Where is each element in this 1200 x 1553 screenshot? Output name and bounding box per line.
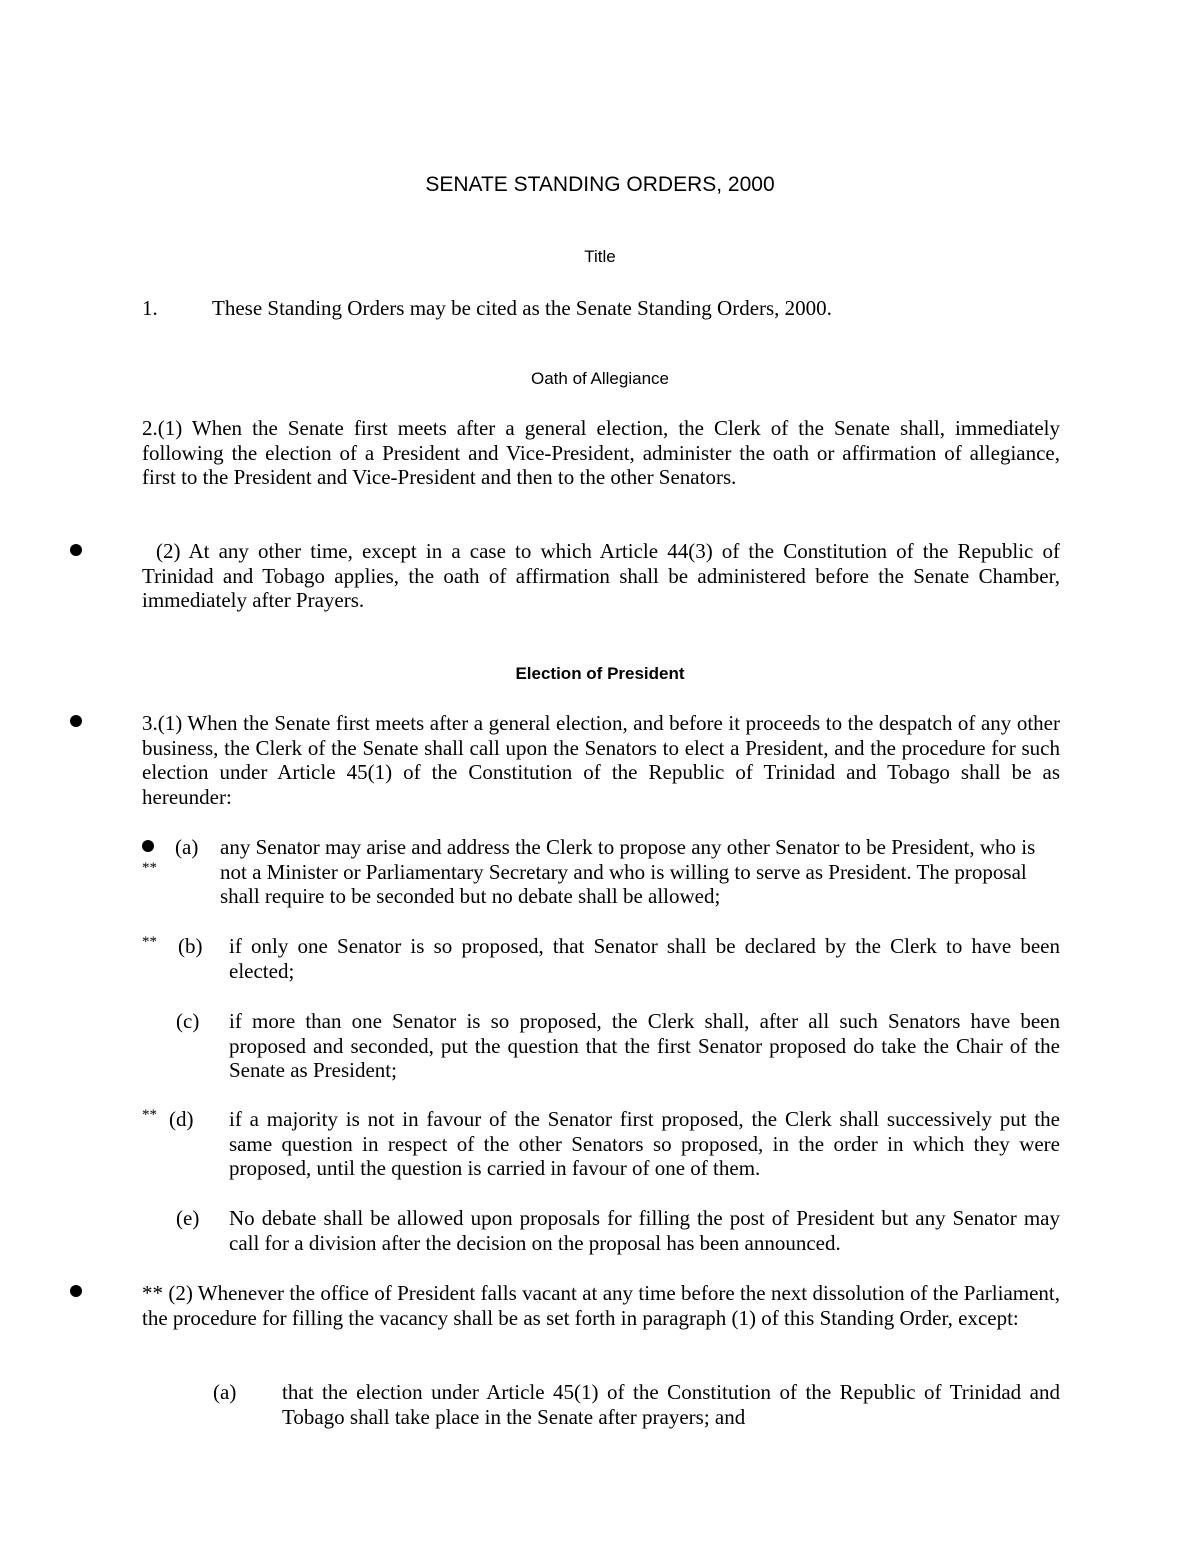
bullet-marker xyxy=(70,1285,82,1297)
item-label-a: (a) xyxy=(175,835,199,859)
bullet-marker xyxy=(142,840,154,852)
sub-item-text-a: that the election under Article 45(1) of the Constitution of the Republic of Trinidad and Tobago shall take place in the Senate after prayers; and xyxy=(282,1380,1060,1429)
item-label-d: (d) xyxy=(169,1107,194,1131)
order-3-paragraph-1: 3.(1) When the Senate first meets after a general election, and before it proceeds to the despatch of any other business, the Clerk of the Senate shall call upon the Senators to elect a President, and the procedure for such election under Article 45(1) of the Constitution of the Republic of Trinidad and Tobago shall be as hereunder: xyxy=(142,711,1060,809)
section-heading-oath: Oath of Allegiance xyxy=(531,369,669,388)
document-title: SENATE STANDING ORDERS, 2000 xyxy=(425,173,775,196)
order-2-paragraph-2: (2) At any other time, except in a case to which Article 44(3) of the Constitution of the Republic of Trinidad and Tobago applies, the oath of affirmation shall be administered before the Senate Chamber, immediately after Prayers. xyxy=(142,539,1060,612)
order-2-paragraph-1: 2.(1) When the Senate first meets after a general election, the Clerk of the Senate shall, immediately following the election of a President and Vice-President, administer the oath or affirmation of allegiance, first to the President and Vice-President and then to the other Senators. xyxy=(142,416,1060,489)
item-label-c: (c) xyxy=(176,1009,200,1033)
asterisk-marker: ** xyxy=(142,1107,157,1123)
item-text-b: if only one Senator is so proposed, that Senator shall be declared by the Clerk to have been elected; xyxy=(229,934,1060,983)
item-text-e: No debate shall be allowed upon proposals for filling the post of President but any Senator may call for a division after the decision on the proposal has been announced. xyxy=(229,1206,1060,1255)
bullet-marker xyxy=(70,544,82,556)
bullet-marker xyxy=(70,715,82,727)
item-text-c: if more than one Senator is so proposed, the Clerk shall, after all such Senators have been proposed and seconded, put the question that the first Senator proposed do take the Chair of the Senate as President; xyxy=(229,1009,1060,1082)
asterisk-marker: ** xyxy=(142,860,157,876)
asterisk-marker: ** xyxy=(142,934,157,950)
item-label-e: (e) xyxy=(176,1206,200,1230)
item-text-a: any Senator may arise and address the Clerk to propose any other Senator to be President, who is not a Minister or Parliamentary Secretary and who is willing to serve as President. The proposal shall require to be seconded but no debate shall be allowed; xyxy=(220,835,1036,908)
section-heading-election: Election of President xyxy=(515,664,685,683)
order-1-number: 1. xyxy=(142,296,158,320)
order-3-paragraph-2: ** (2) Whenever the office of President falls vacant at any time before the next dissolution of the Parliament, the procedure for filling the vacancy shall be as set forth in paragraph (1) of this Standing Order, except: xyxy=(142,1281,1060,1330)
section-heading-title: Title xyxy=(584,247,616,266)
order-1-text: These Standing Orders may be cited as the Senate Standing Orders, 2000. xyxy=(212,296,832,320)
item-text-d: if a majority is not in favour of the Senator first proposed, the Clerk shall successively put the same question in respect of the other Senators so proposed, in the order in which they were proposed, until the question is carried in favour of one of them. xyxy=(229,1107,1060,1180)
item-label-b: (b) xyxy=(178,934,203,958)
sub-item-label-a: (a) xyxy=(213,1380,237,1404)
